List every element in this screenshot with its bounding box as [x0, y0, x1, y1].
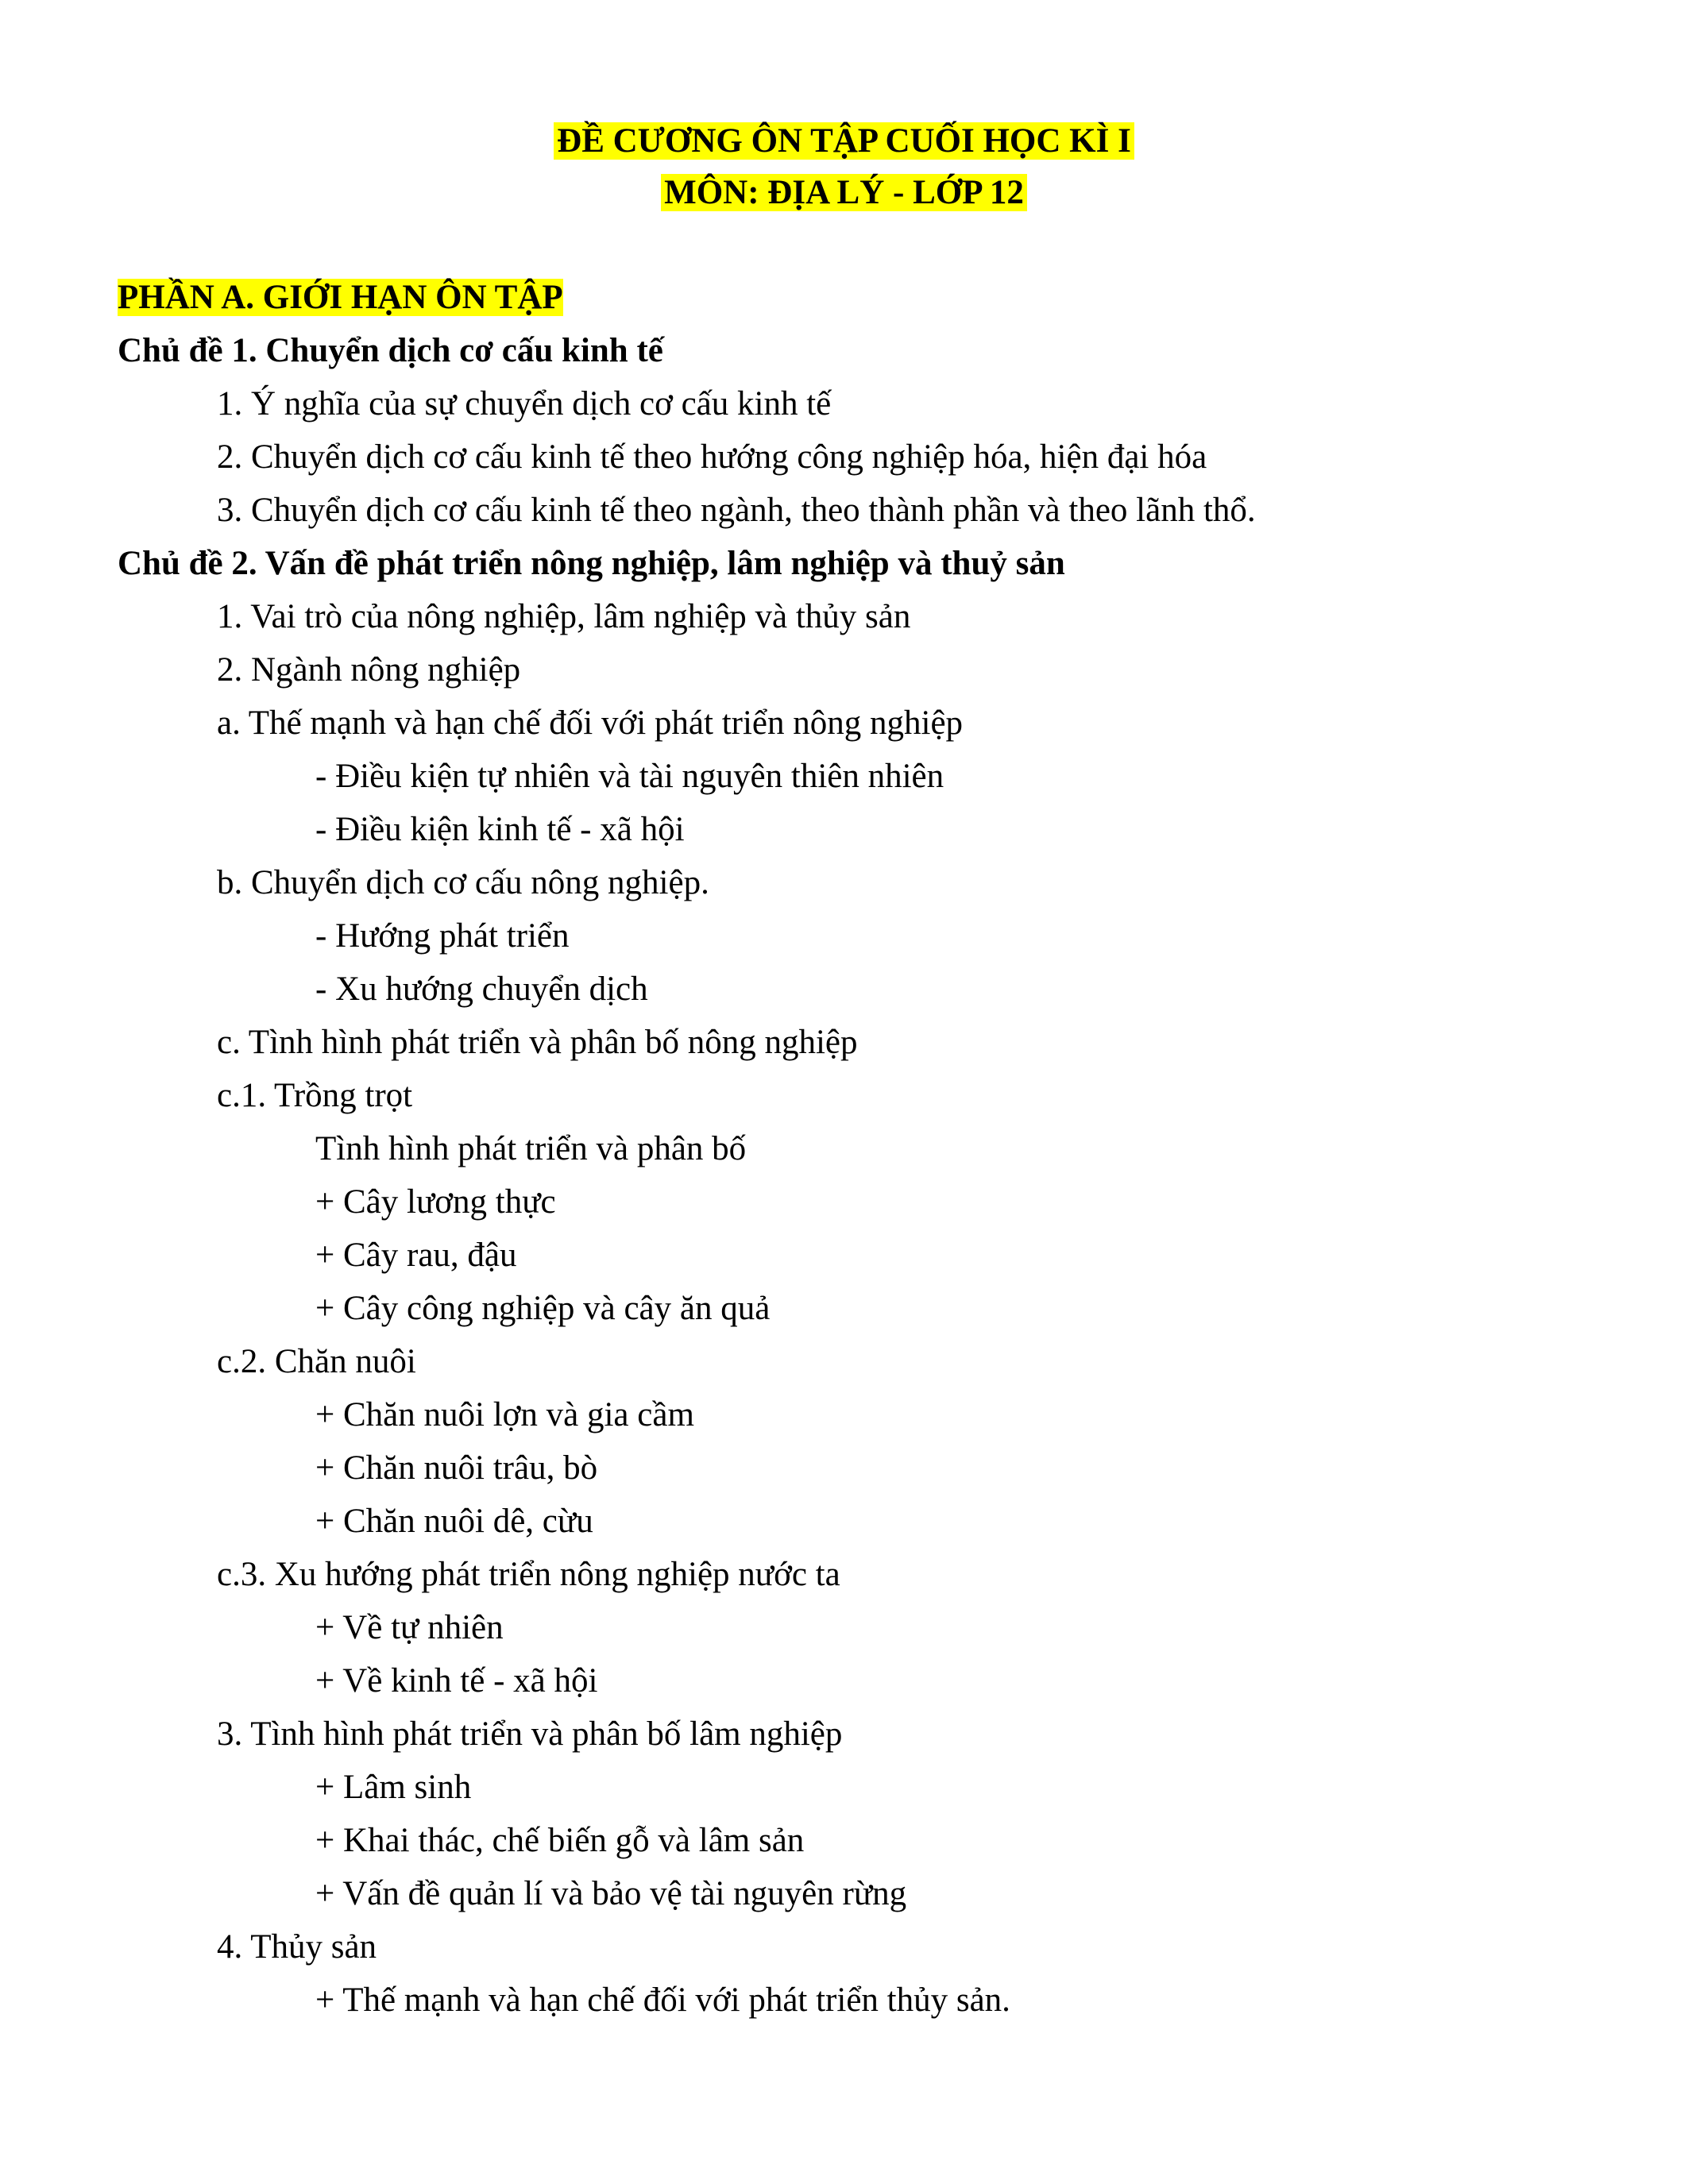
- topic-2-line: c. Tình hình phát triển và phân bố nông nghiệp: [217, 1024, 858, 1061]
- topic-2-line: - Điều kiện kinh tế - xã hội: [315, 811, 685, 848]
- topic-2-line: Tình hình phát triển và phân bố: [315, 1130, 747, 1167]
- topic-1-item: 3. Chuyển dịch cơ cấu kinh tế theo ngành, theo thành phần và theo lãnh thổ.: [217, 492, 1256, 529]
- topic-2-heading: Chủ đề 2. Vấn đề phát triển nông nghiệp, lâm nghiệp và thuỷ sản: [118, 545, 1065, 582]
- topic-2-line: + Về kinh tế - xã hội: [315, 1662, 598, 1700]
- topic-2-line: 3. Tình hình phát triển và phân bố lâm nghiệp: [217, 1715, 843, 1753]
- topic-2-line: + Khai thác, chế biến gỗ và lâm sản: [315, 1822, 805, 1859]
- document-subtitle: [0, 172, 1688, 214]
- topic-2-line: c.2. Chăn nuôi: [217, 1343, 416, 1380]
- topic-2-line: 1. Vai trò của nông nghiệp, lâm nghiệp và thủy sản: [217, 598, 911, 635]
- topic-2-line: + Vấn đề quản lí và bảo vệ tài nguyên rừng: [315, 1875, 907, 1912]
- topic-2-line: + Lâm sinh: [315, 1769, 472, 1806]
- topic-2-line: - Xu hướng chuyển dịch: [315, 970, 648, 1008]
- topic-2-line: c.1. Trồng trọt: [217, 1077, 413, 1114]
- topic-2-line: + Thế mạnh và hạn chế đối với phát triển thủy sản.: [315, 1981, 1010, 2019]
- topic-1-item: 2. Chuyển dịch cơ cấu kinh tế theo hướng công nghiệp hóa, hiện đại hóa: [217, 438, 1207, 476]
- topic-2-line: - Hướng phát triển: [315, 917, 570, 955]
- topic-2-line: - Điều kiện tự nhiên và tài nguyên thiên nhiên: [315, 758, 944, 795]
- topic-2-line: b. Chuyển dịch cơ cấu nông nghiệp.: [217, 864, 709, 901]
- topic-1-item: 1. Ý nghĩa của sự chuyển dịch cơ cấu kinh tế: [217, 385, 832, 423]
- section-a-heading: [118, 277, 563, 318]
- topic-2-line: + Cây lương thực: [315, 1183, 556, 1221]
- document-title-text: ĐỀ CƯƠNG ÔN TẬP CUỐI HỌC KÌ I: [554, 122, 1134, 160]
- topic-1-heading: Chủ đề 1. Chuyển dịch cơ cấu kinh tế: [118, 332, 663, 369]
- topic-2-line: + Chăn nuôi lợn và gia cầm: [315, 1396, 694, 1433]
- topic-2-line: + Chăn nuôi dê, cừu: [315, 1503, 593, 1540]
- topic-2-line: + Về tự nhiên: [315, 1609, 504, 1646]
- topic-2-line: 2. Ngành nông nghiệp: [217, 651, 521, 689]
- topic-2-line: a. Thế mạnh và hạn chế đối với phát triển nông nghiệp: [217, 704, 964, 742]
- document-title: [0, 121, 1688, 162]
- topic-2-line: 4. Thủy sản: [217, 1928, 377, 1966]
- topic-2-line: + Cây rau, đậu: [315, 1237, 517, 1274]
- topic-2-line: c.3. Xu hướng phát triển nông nghiệp nước ta: [217, 1556, 840, 1593]
- topic-2-line: + Cây công nghiệp và cây ăn quả: [315, 1290, 771, 1327]
- document-subtitle-text: MÔN: ĐỊA LÝ - LỚP 12: [661, 174, 1027, 211]
- topic-2-line: + Chăn nuôi trâu, bò: [315, 1449, 598, 1487]
- section-a-heading-text: PHẦN A. GIỚI HẠN ÔN TẬP: [118, 279, 563, 316]
